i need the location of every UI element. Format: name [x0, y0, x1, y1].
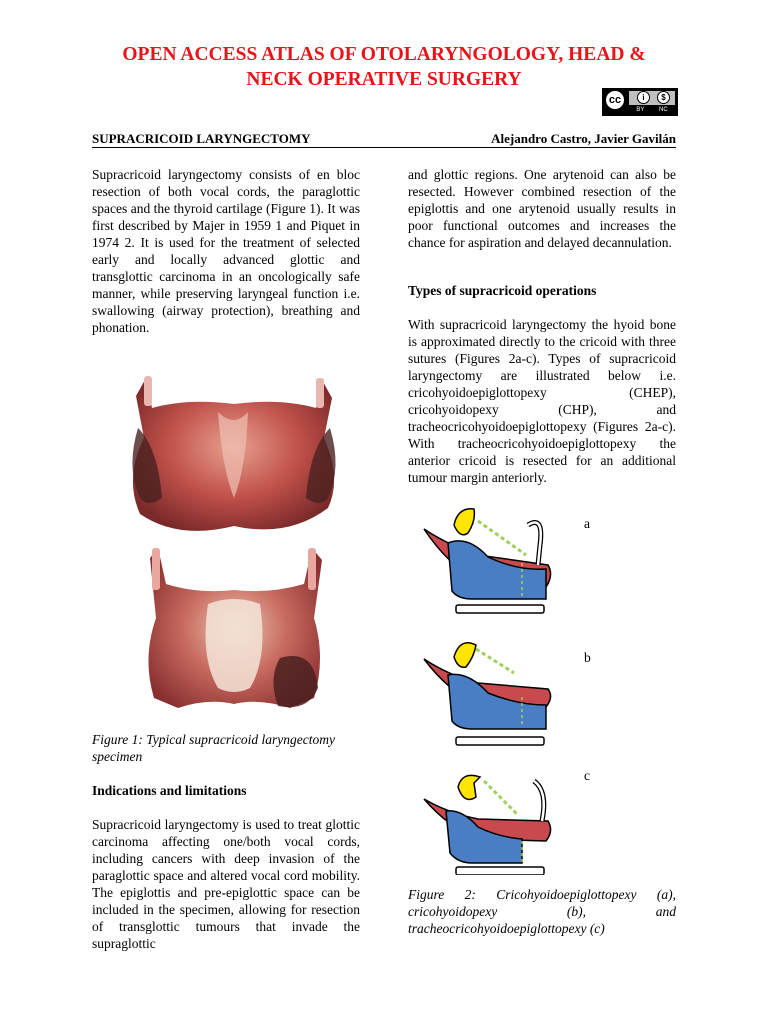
specimen-posterior-view: [148, 548, 322, 708]
diagram-b-chp: [424, 643, 551, 745]
continued-paragraph-block: [408, 166, 676, 251]
creative-commons-badge: [602, 88, 678, 116]
intro-paragraph-block: [92, 166, 360, 336]
supracricoid-types-diagram: [418, 505, 558, 875]
types-paragraph: With supracricoid laryngectomy the hyoid bone is approximated directly to the cricoid with three sutures (Figures 2a-c). Types of supracricoid laryngectomy are illustrated below i.e. cricohyoidoepiglottopexy (CHEP), cricohyoidopexy (CHP), and tracheocricohyoidoepiglottopexy (Figures 2a-c). With tracheocricohyoidoepiglottopexy the anterior cricoid is resected for an additional tumour margin anteriorly.: [408, 317, 676, 485]
indications-paragraph-block: [92, 816, 360, 952]
laryngectomy-specimen-figure: [118, 368, 350, 728]
diagram-a-chep: [424, 509, 551, 613]
cc-logo-icon: cc: [604, 89, 626, 111]
license-by-label: BY: [636, 107, 645, 113]
atlas-title-line2: NECK OPERATIVE SURGERY: [246, 69, 522, 90]
types-paragraph-block: [408, 316, 676, 486]
indications-heading: Indications and limitations: [92, 783, 247, 798]
intro-paragraph: Supracricoid laryngectomy consists of en bloc resection of both vocal cords, the paraglottic spaces and the thyroid cartilage (Figure 1). It was first described by Majer in 1959 1 and Piquet in 1974 2. It is used for the treatment of selected early and locally advanced glottic and transglottic carcinoma in an oncologically safe manner, while preserving laryngeal function i.e. swallowing (airway protection), breathing and phonation.: [92, 167, 360, 335]
figure2-caption-block: [408, 886, 676, 937]
continued-paragraph: and glottic regions. One arytenoid can also be resected. However combined resection of the epiglottis and one arytenoid usually results in poor functional outcomes and increases the chance for aspiration and delayed decannulation.: [408, 167, 676, 250]
diagram-label-a: a: [584, 516, 590, 531]
article-authors: Alejandro Castro, Javier Gavilán: [491, 131, 676, 146]
indications-section: [92, 782, 360, 799]
article-title: SUPRACRICOID LARYNGECTOMY: [92, 131, 311, 146]
figure2-caption: Figure 2: Cricohyoidoepiglottopexy (a), cricohyoidopexy (b), and tracheocricohyoidoepiglottopexy (c): [408, 887, 676, 936]
article-header: [92, 131, 676, 147]
atlas-title: [0, 42, 768, 92]
types-section: [408, 282, 676, 299]
types-heading: Types of supracricoid operations: [408, 283, 597, 298]
figure1-caption: Figure 1: Typical supracricoid laryngectomy specimen: [92, 732, 335, 764]
attribution-icon: i: [637, 91, 650, 104]
header-rule: [92, 147, 676, 148]
specimen-anterior-view: [132, 376, 335, 531]
atlas-title-line1: OPEN ACCESS ATLAS OF OTOLARYNGOLOGY, HEAD &: [122, 44, 646, 65]
diagram-label-b: b: [584, 650, 591, 665]
diagram-label-c: c: [584, 768, 590, 783]
indications-paragraph: Supracricoid laryngectomy is used to treat glottic carcinoma affecting one/both vocal cords, including cancers with deep invasion of the paraglottic space and altered vocal cord mobility. The epiglottis and pre-epiglottic space can be included in the specimen, allowing for resection of transglottic tumours that invade the supraglottic: [92, 817, 360, 951]
noncommercial-icon: $: [657, 91, 670, 104]
figure1-caption-block: [92, 731, 360, 765]
diagram-c-tchep: [424, 775, 551, 875]
license-nc-label: NC: [659, 107, 668, 113]
